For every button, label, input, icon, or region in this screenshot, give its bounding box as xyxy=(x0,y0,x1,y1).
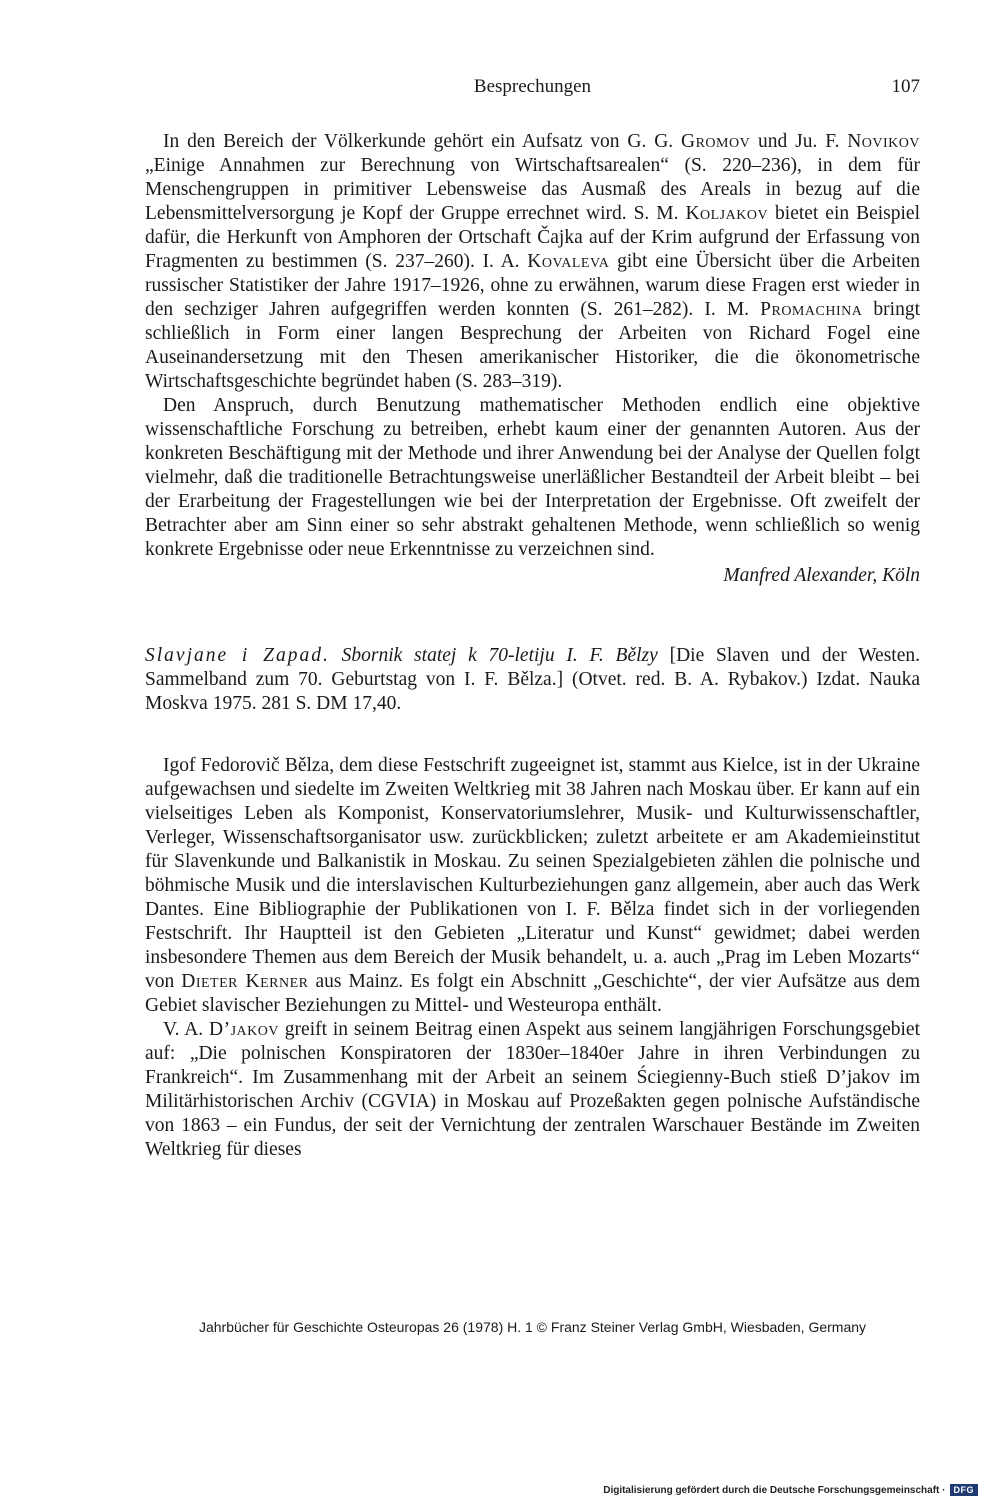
book-title-italic: Sbornik statej k 70-letiju I. F. Bělzy xyxy=(329,645,658,666)
review1-paragraph-1 xyxy=(145,130,920,394)
text-run: bringt schließlich in Form einer langen Besprechung der Arbeiten von Richard Fogel eine Auseinandersetzung mit den Thesen amerikanischer Historiker, die die ökonometrische Wirtschaftsgeschichte begründet haben (S. 283–319). xyxy=(145,299,920,392)
text-run: greift in seinem Beitrag einen Aspekt aus seinem langjährigen Forschungsgebiet auf: „Die polnischen Konspiratoren der 1830er–1840er Jahre in ihren Verbindungen zu Frankreich“. Im Zusammenhang mit der Arbeit an seinem Ściegienny-Buch stieß D’jakov im Militärhistorischen Archiv (CGVIA) in Moskau auf Prozeßakten gegen polnische Aufständische von 1863 – ein Fundus, der seit der Vernichtung der zentralen Warschauer Bestände im Zweiten Weltkrieg für dieses xyxy=(145,1019,920,1160)
page-header xyxy=(145,76,920,106)
text-run: In den Bereich der Völkerkunde gehört ein Aufsatz von G. G. xyxy=(163,131,681,152)
author-name: D’jakov xyxy=(209,1019,279,1040)
author-name: Novikov xyxy=(847,131,920,152)
reviewer-signature: Manfred Alexander, Köln xyxy=(723,565,920,586)
running-title: Besprechungen xyxy=(473,76,592,97)
author-name: Promachina xyxy=(760,299,863,320)
text-run: Igof Fedorovič Bělza, dem diese Festschrift zugeeignet ist, stammt aus Kielce, ist in der Ukraine aufgewachsen und siedelte im Zweiten Weltkrieg mit 38 Jahren nach Moskau über. Er kann auf ein vielseitiges Leben als Komponist, Konservatoriumslehrer, Musik- und Kulturwissenschaftler, Verleger, Wissenschaftsorganisator usw. zurückblicken; zuletzt arbeitete er am Akademieinstitut für Slavenkunde und Balkanistik in Moskau. Zu seinen Spezialgebieten zählen die polnische und böhmische Musik und die interslavischen Kulturbeziehungen ganz allgemein, aber auch das Werk Dantes. Eine Bibliographie der Publikationen von I. F. Bělza findet sich in der vorliegenden Festschrift. Ihr Hauptteil ist den Gebieten „Literatur und Kunst“ gewidmet; dabei werden insbesondere Themen aus dem Bereich der Musik behandelt, u. a. auch „Prag im Leben Mozarts“ von xyxy=(145,755,920,992)
review2-paragraph-2 xyxy=(145,1018,920,1162)
journal-footer: Jahrbücher für Geschichte Osteuropas 26 (1978) H. 1 © Franz Steiner Verlag GmbH, Wiesbaden, Germany xyxy=(198,1319,867,1335)
text-run: bietet ein Beispiel dafür, die Herkunft von Amphoren der Ortschaft Čajka auf der Krim aufgrund der Erfassung von Fragmenten zu bestimmen (S. 237–260). I. A. xyxy=(145,203,921,272)
book-details: [Die Slaven und der Westen. Sammelband zum 70. Geburtstag von I. F. Bělza.] (Otvet. red. B. A. Rybakov.) Izdat. Nauka Moskva 1975. 281 S. DM 17,40. xyxy=(145,645,920,714)
review1-paragraph-2: Den Anspruch, durch Benutzung mathematischer Methoden endlich eine objektive wissenschaftliche Forschung zu betreiben, erhebt kaum einer der genannten Autoren. Aus der konkreten Beschäftigung mit der Methode und ihrer Anwendung bei der Analyse der Quellen folgt vielmehr, daß die traditionelle Betrachtungsweise unerläßlicher Bestandteil der Arbeit bleibt – bei der Erarbeitung der Fragestellungen wie bei der Interpretation der Ergebnisse. Oft zweifelt der Betrachter aber am Sinn einer so sehr abstrakt gehaltenen Methode, wenn schließlich so wenig konkrete Ergebnisse oder neue Erkenntnisse zu verzeichnen sind. xyxy=(145,395,920,560)
dfg-logo-icon: DFG xyxy=(950,1484,979,1496)
review2-paragraph-1 xyxy=(145,754,920,1018)
body-text xyxy=(145,130,920,1162)
author-name: Dieter Kerner xyxy=(181,971,309,992)
book-title-spaced: Slavjane i Zapad. xyxy=(145,645,330,666)
text-run: V. A. xyxy=(163,1019,209,1040)
author-name: Gromov xyxy=(681,131,751,152)
text-run: gibt eine Übersicht über die Arbeiten russischer Statistiker der Jahre 1917–1926, ohne zu erwähnen, warum diese Fragen erst wieder in den sechziger Jahren aufgegriffen werden konnten (S. 261–282). I. M. xyxy=(145,251,920,320)
digitization-credit xyxy=(603,1484,978,1496)
credit-text: Digitalisierung gefördert durch die Deutsche Forschungsgemeinschaft · xyxy=(603,1484,946,1496)
review2-heading xyxy=(145,644,920,716)
text-run: aus Mainz. Es folgt ein Abschnitt „Geschichte“, der vier Aufsätze aus dem Gebiet slavischer Beziehungen zu Mittel- und Westeuropa enthält. xyxy=(145,971,920,1016)
page-number: 107 xyxy=(891,76,920,97)
author-name: Koljakov xyxy=(685,203,769,224)
author-name: Kovaleva xyxy=(527,251,610,272)
text-run: und Ju. F. xyxy=(750,131,848,152)
text-run: „Einige Annahmen zur Berechnung von Wirtschaftsarealen“ (S. 220–236), in dem für Menschengruppen in primitiver Lebensweise das Ausmaß des Areals in bezug auf die Lebensmittelversorgung je Kopf der Gruppe errechnet wird. S. M. xyxy=(145,155,920,224)
